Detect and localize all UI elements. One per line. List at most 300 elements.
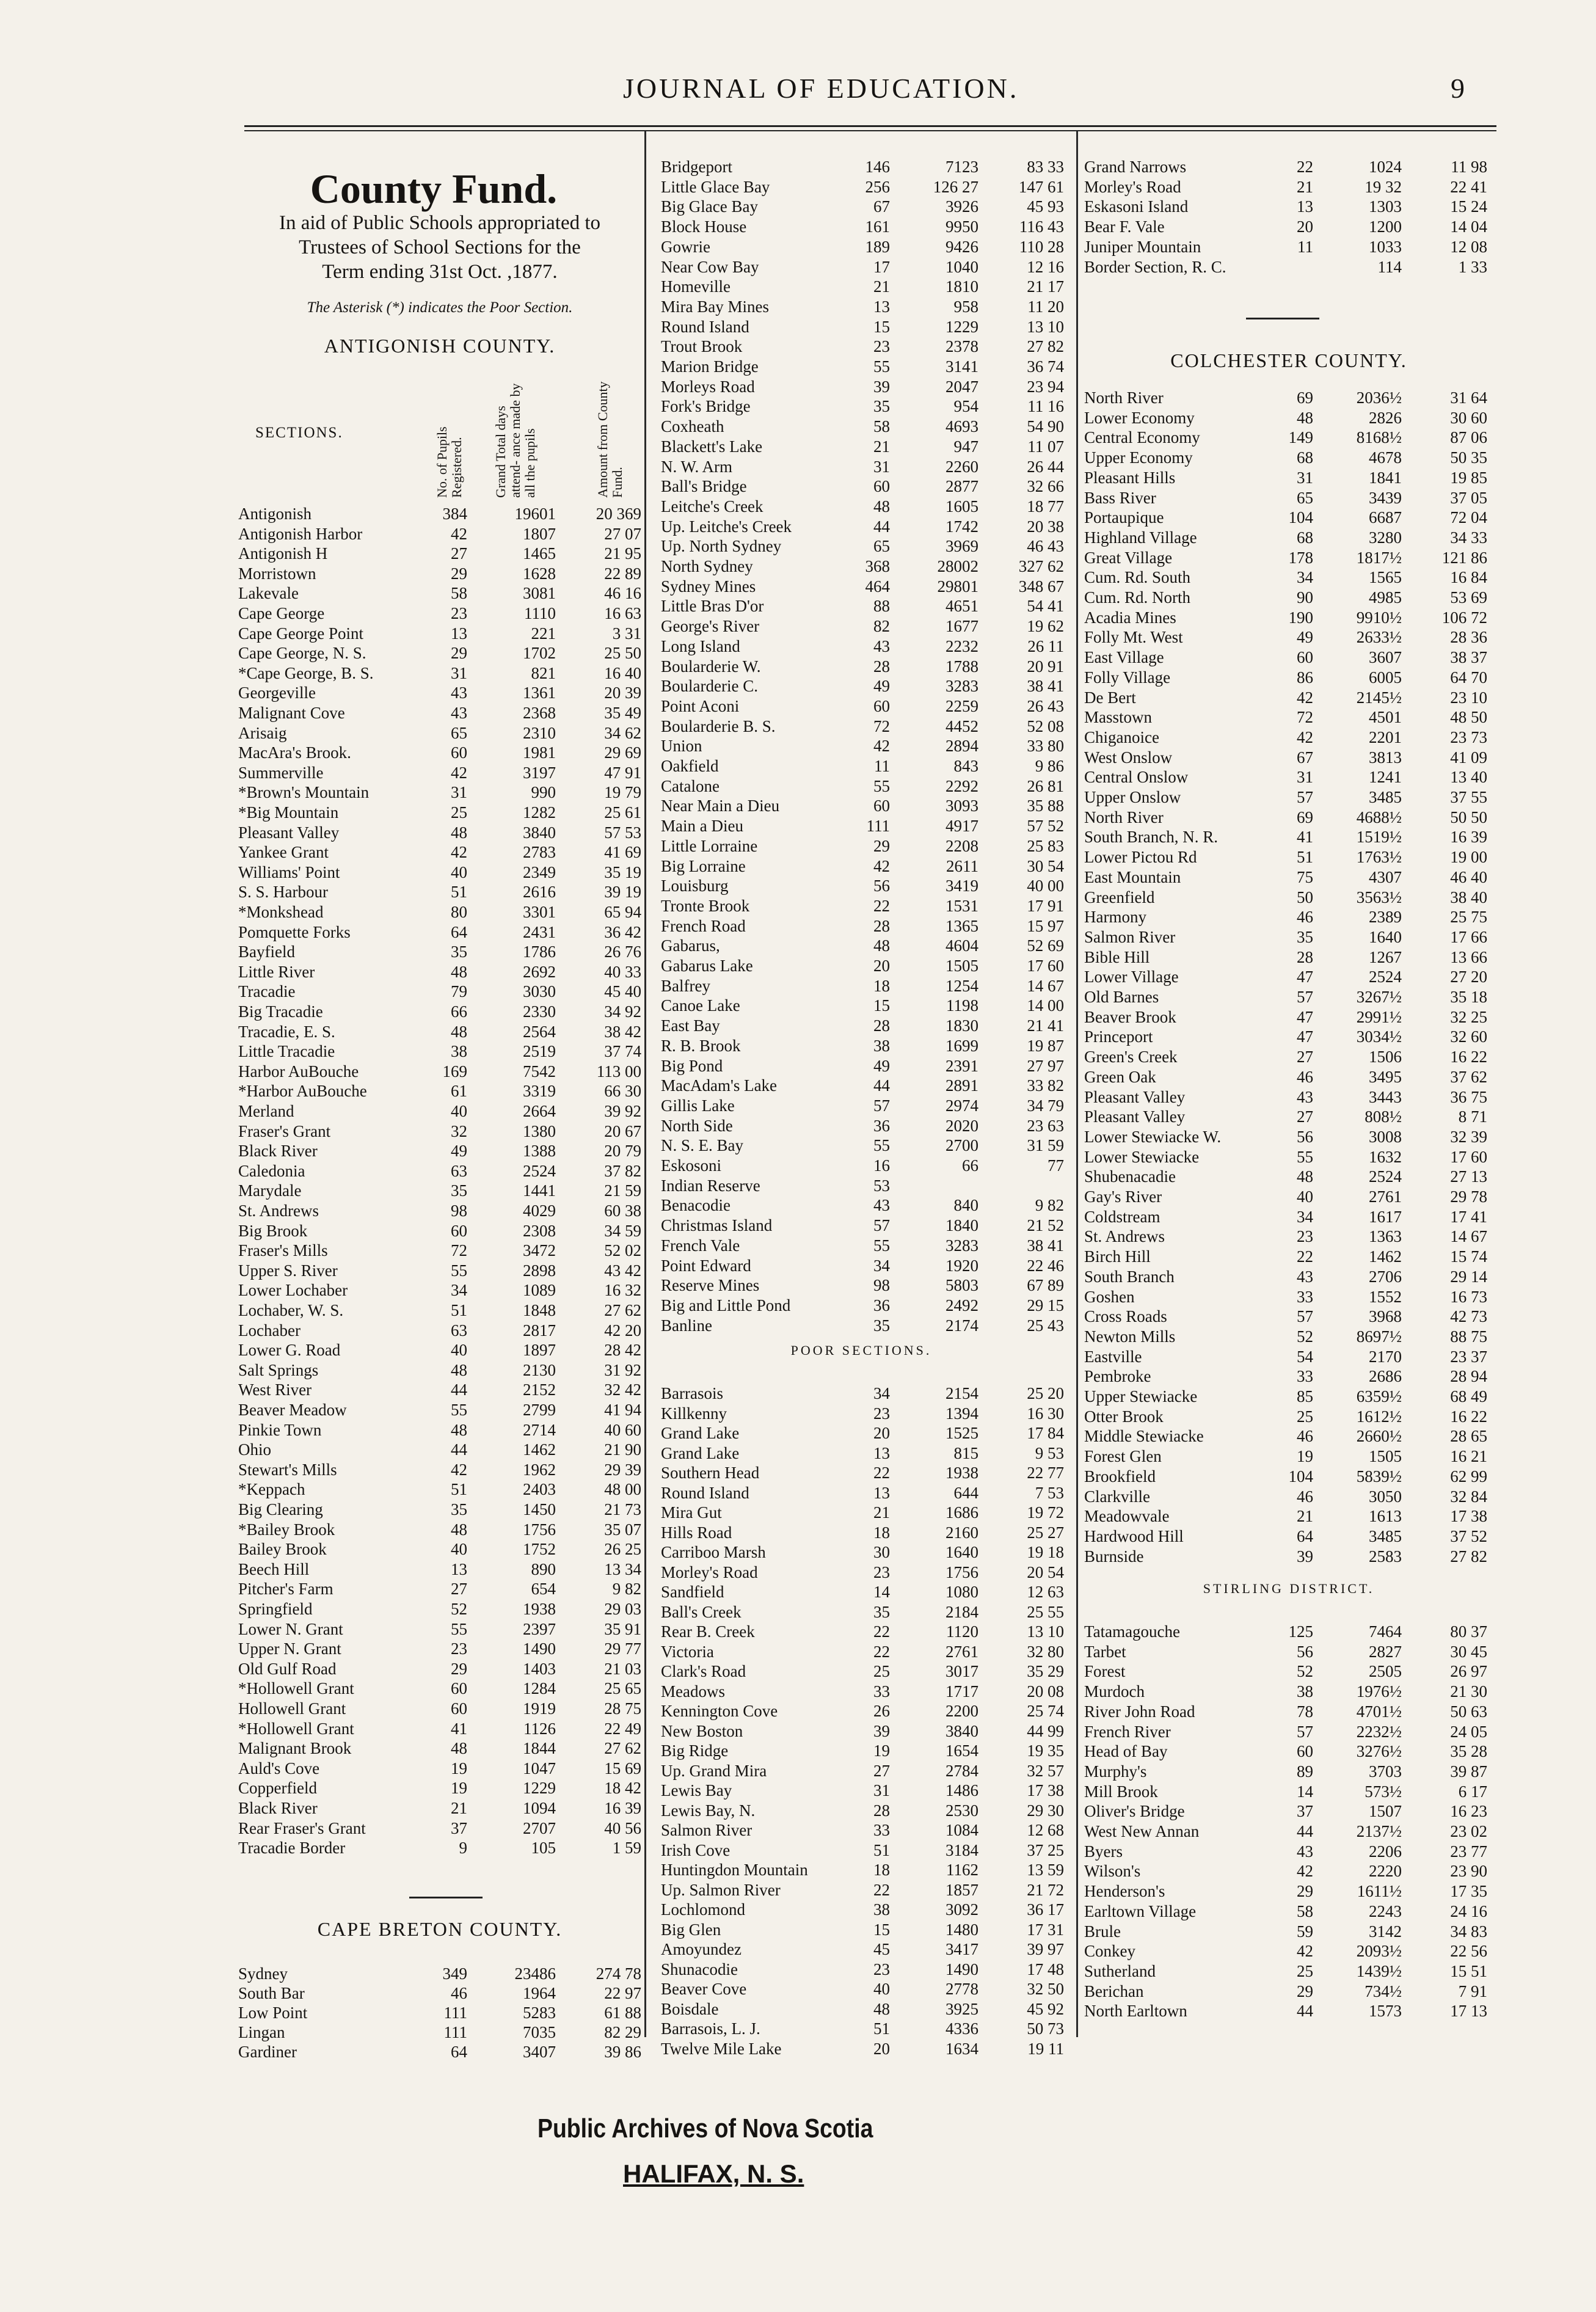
section-name: N. W. Arm	[661, 457, 733, 476]
attendance-total: 23486	[514, 1964, 556, 1983]
fund-amount: 20 54	[1027, 1563, 1064, 1581]
section-name: St. Andrews	[238, 1202, 319, 1220]
attendance-total: 4688½	[1356, 808, 1402, 826]
fund-amount: 62 99	[1450, 1467, 1487, 1486]
fund-amount: 29 39	[604, 1460, 641, 1479]
section-name: Salmon River	[1084, 927, 1176, 946]
pupils-count: 43	[451, 704, 467, 722]
pupils-count: 48	[451, 962, 467, 981]
table-row	[238, 1022, 641, 1041]
fund-amount: 25 65	[604, 1679, 641, 1698]
pupils-count: 42	[1297, 1942, 1313, 1961]
section-name: Pleasant Valley	[238, 823, 340, 842]
section-name: Hills Road	[661, 1523, 732, 1542]
fund-amount: 31 92	[604, 1360, 641, 1379]
attendance-total: 1394	[946, 1404, 978, 1423]
fund-amount: 23 10	[1450, 688, 1487, 707]
attendance-total: 8697½	[1356, 1327, 1402, 1346]
pupils-count: 37	[1297, 1802, 1313, 1821]
fund-amount: 17 35	[1450, 1882, 1487, 1901]
fund-amount: 72 04	[1450, 508, 1487, 527]
table-row	[661, 936, 1070, 955]
section-name: Masstown	[1084, 708, 1153, 727]
table-row	[238, 1699, 641, 1718]
section-name: North River	[1084, 388, 1164, 407]
pupils-count: 44	[1297, 2002, 1313, 2021]
attendance-total: 4917	[946, 817, 978, 836]
fund-amount: 33 80	[1027, 737, 1064, 756]
pupils-count: 55	[873, 357, 890, 376]
pupils-count: 13	[873, 1443, 890, 1462]
table-row	[238, 1964, 641, 1983]
section-name: North Earltown	[1084, 2002, 1187, 2021]
pupils-count: 39	[873, 1721, 890, 1740]
table-row	[238, 1602, 641, 1616]
fund-amount: 274 78	[596, 1964, 641, 1983]
pupils-count: 146	[865, 158, 890, 176]
colchester-county-title: COLCHESTER COUNTY.	[1170, 349, 1407, 371]
fund-amount: 16 32	[604, 1281, 641, 1300]
fund-amount: 11 20	[1027, 297, 1064, 316]
table-row	[661, 397, 1070, 416]
attendance-total: 1361	[523, 684, 556, 702]
pupils-count: 51	[451, 1480, 467, 1499]
section-name: Morleys Road	[661, 377, 755, 396]
table-row	[238, 783, 641, 802]
table-row	[661, 1176, 1070, 1195]
fund-amount: 17 66	[1450, 927, 1487, 946]
attendance-total: 2349	[523, 862, 556, 881]
table-row	[238, 1202, 641, 1220]
attendance-total: 3276½	[1356, 1742, 1402, 1761]
fund-amount: 26 43	[1027, 696, 1064, 715]
table-row	[1084, 1387, 1493, 1406]
pupils-count: 22	[873, 1880, 890, 1899]
fund-amount: 54 90	[1027, 417, 1064, 436]
pupils-count: 41	[1297, 828, 1313, 847]
fund-amount: 20 38	[1027, 517, 1064, 536]
table-row	[1084, 1682, 1493, 1701]
section-name: Green's Creek	[1084, 1048, 1178, 1067]
attendance-total: 1612½	[1356, 1407, 1402, 1426]
fund-amount: 88 75	[1450, 1327, 1487, 1346]
section-name: Lower Pictou Rd	[1084, 848, 1197, 867]
fund-amount: 16 39	[1450, 828, 1487, 847]
section-name: Sandfield	[661, 1583, 724, 1601]
fund-amount: 50 35	[1450, 448, 1487, 467]
fund-amount: 17 31	[1027, 1920, 1064, 1939]
attendance-total: 2564	[523, 1022, 556, 1041]
section-name: Barrasois, L. J.	[661, 2019, 760, 2038]
fund-amount: 106 72	[1441, 608, 1487, 627]
attendance-total: 1756	[523, 1520, 556, 1539]
attendance-total: 28002	[937, 557, 978, 575]
fund-amount: 11 16	[1027, 397, 1064, 416]
section-name: Lower N. Grant	[238, 1619, 343, 1638]
table-row	[1084, 1447, 1493, 1466]
table-row	[1084, 488, 1493, 507]
table-row	[238, 1639, 641, 1658]
fund-amount: 48 50	[1450, 708, 1487, 727]
fund-amount: 16 30	[1027, 1404, 1064, 1423]
section-name: Block House	[661, 217, 747, 236]
fund-amount: 1 33	[1458, 257, 1487, 276]
table-row	[661, 277, 1070, 296]
pupils-count: 23	[873, 1563, 890, 1581]
table-row	[661, 1136, 1070, 1155]
table-row	[661, 597, 1070, 616]
pupils-count: 35	[451, 1500, 467, 1519]
attendance-total: 3472	[523, 1241, 556, 1260]
attendance-total: 1126	[523, 1719, 556, 1738]
fund-amount: 17 13	[1450, 2002, 1487, 2021]
section-name: Twelve Mile Lake	[661, 2039, 782, 2058]
fund-amount: 45 40	[604, 982, 641, 1001]
fund-amount: 16 39	[604, 1799, 641, 1817]
pupils-count: 42	[1297, 1862, 1313, 1881]
section-name: Malignant Brook	[238, 1739, 352, 1758]
table-row	[238, 1321, 641, 1340]
attendance-total: 1976½	[1356, 1682, 1402, 1701]
table-row	[1084, 1347, 1493, 1366]
table-row	[661, 517, 1070, 536]
pupils-count: 42	[451, 524, 467, 543]
table-row	[1084, 468, 1493, 487]
pupils-count: 21	[873, 277, 890, 296]
fund-amount: 27 07	[604, 524, 641, 543]
attendance-total: 1628	[523, 564, 556, 583]
section-name: West New Annan	[1084, 1822, 1200, 1840]
section-name: Shubenacadie	[1084, 1167, 1176, 1186]
pupils-count: 78	[1297, 1702, 1313, 1721]
fund-amount: 34 83	[1450, 1922, 1487, 1941]
section-name: Boularderie W.	[661, 657, 761, 676]
attendance-total: 3017	[946, 1662, 978, 1680]
attendance-total: 3563½	[1356, 888, 1402, 906]
pupils-count: 58	[1297, 1902, 1313, 1920]
attendance-total: 2047	[946, 377, 978, 396]
pupils-count: 72	[451, 1241, 467, 1260]
section-name: Lower Village	[1084, 968, 1179, 986]
section-name: South Branch	[1084, 1267, 1175, 1286]
fund-amount: 34 79	[1027, 1096, 1064, 1115]
table-row	[661, 477, 1070, 496]
section-name: Salt Springs	[238, 1360, 319, 1379]
attendance-total: 6687	[1369, 508, 1402, 527]
attendance-total: 4307	[1369, 867, 1402, 886]
fund-amount: 13 66	[1450, 947, 1487, 966]
table-row	[661, 1523, 1070, 1542]
section-name: Greenfield	[1084, 888, 1155, 906]
section-name: Carriboo Marsh	[661, 1543, 766, 1561]
fund-amount: 22 41	[1450, 177, 1487, 196]
attendance-total: 2208	[946, 836, 978, 855]
table-row	[661, 1426, 1070, 1440]
pupils-count: 42	[451, 843, 467, 862]
table-row	[238, 1261, 641, 1280]
section-name: Forest	[1084, 1662, 1126, 1681]
section-name: Merland	[238, 1102, 294, 1120]
fund-amount: 38 41	[1027, 677, 1064, 696]
table-row	[238, 1986, 641, 2000]
pupils-count: 31	[873, 1781, 890, 1800]
fund-amount: 12 08	[1450, 237, 1487, 256]
attendance-total: 1640	[1369, 927, 1402, 946]
attendance-total: 947	[953, 437, 978, 456]
pupils-count: 189	[865, 237, 890, 256]
pupils-count: 43	[1297, 1842, 1313, 1861]
table-row	[661, 1704, 1070, 1718]
pupils-count: 20	[873, 2039, 890, 2058]
fund-amount: 13 40	[1450, 768, 1487, 787]
fund-amount: 30 54	[1027, 856, 1064, 875]
county-fund-intro	[232, 211, 647, 284]
table-row	[238, 962, 641, 981]
section-name: *Bailey Brook	[238, 1520, 335, 1539]
attendance-total: 3813	[1369, 748, 1402, 767]
table-row	[661, 577, 1070, 596]
fund-amount: 27 20	[1450, 968, 1487, 986]
section-name: Summerville	[238, 763, 324, 782]
attendance-total: 4336	[946, 2019, 978, 2038]
section-name: Chiganoice	[1084, 728, 1159, 746]
section-name: Caledonia	[238, 1161, 305, 1180]
fund-amount: 23 90	[1450, 1862, 1487, 1881]
pupils-count: 34	[873, 1256, 890, 1275]
table-row	[238, 723, 641, 742]
attendance-total: 9910½	[1356, 608, 1402, 627]
table-row	[1084, 448, 1493, 467]
section-name: Forest Glen	[1084, 1447, 1162, 1466]
pupils-count: 52	[1297, 1662, 1313, 1681]
pupils-count: 104	[1288, 508, 1313, 527]
table-row	[1084, 927, 1493, 946]
attendance-total: 2894	[946, 737, 978, 756]
fund-amount: 45 92	[1027, 1999, 1064, 2018]
section-name: Rear B. Creek	[661, 1622, 755, 1641]
pupils-count: 34	[1297, 1207, 1313, 1226]
pupils-count: 60	[1297, 1742, 1313, 1761]
table-row	[1084, 1547, 1493, 1566]
table-row	[238, 1440, 641, 1459]
attendance-total: 4701½	[1356, 1702, 1402, 1721]
section-name: Byers	[1084, 1842, 1123, 1861]
section-name: Gabarus Lake	[661, 957, 753, 975]
attendance-total: 1830	[946, 1016, 978, 1035]
pupils-count: 13	[873, 1483, 890, 1502]
fund-amount: 22 77	[1027, 1464, 1064, 1482]
fund-amount: 35 19	[604, 862, 641, 881]
section-name: Pleasant Valley	[1084, 1087, 1186, 1106]
fund-amount: 37 55	[1450, 788, 1487, 806]
fund-amount: 19 87	[1027, 1036, 1064, 1055]
section-name: Bailey Brook	[238, 1540, 327, 1559]
attendance-total: 1920	[946, 1256, 978, 1275]
section-name: Newton Mills	[1084, 1327, 1176, 1346]
attendance-total: 3081	[523, 584, 556, 603]
table-row	[238, 1082, 641, 1101]
attendance-total: 1267	[1369, 947, 1402, 966]
table-row	[238, 1580, 641, 1599]
pupils-count: 31	[1297, 768, 1313, 787]
fund-amount: 37 52	[1450, 1526, 1487, 1545]
table-row	[1084, 528, 1493, 547]
pupils-count: 464	[865, 577, 890, 596]
section-name: Berichan	[1084, 1982, 1144, 2000]
pupils-count: 15	[873, 996, 890, 1015]
pupils-count: 42	[1297, 728, 1313, 746]
attendance-total: 3407	[523, 2043, 556, 2061]
fund-amount: 14 67	[1450, 1227, 1487, 1246]
pupils-count: 43	[873, 636, 890, 655]
fund-amount: 27 62	[604, 1301, 641, 1319]
attendance-total: 9426	[946, 237, 978, 256]
section-name: Auld's Cove	[238, 1759, 320, 1778]
fund-amount: 35 49	[604, 704, 641, 722]
table-row	[238, 604, 641, 622]
attendance-total: 3925	[946, 1999, 978, 2018]
fund-amount: 28 42	[604, 1341, 641, 1360]
table-row	[661, 737, 1070, 756]
county-fund-title: County Fund.	[310, 166, 558, 212]
pupils-count: 65	[451, 723, 467, 742]
pupils-count: 36	[873, 1296, 890, 1315]
pupils-count: 35	[873, 397, 890, 416]
pupils-count: 42	[873, 737, 890, 756]
table-row	[1084, 2002, 1493, 2021]
attendance-total: 2891	[946, 1076, 978, 1095]
attendance-total: 2524	[1369, 968, 1402, 986]
attendance-total: 2783	[523, 843, 556, 862]
attendance-total: 2524	[1369, 1167, 1402, 1186]
fund-amount: 19 85	[1450, 468, 1487, 487]
pupils-count: 28	[873, 916, 890, 935]
pupils-count: 46	[1297, 1487, 1313, 1506]
archive-stamp-line-1: Public Archives of Nova Scotia	[537, 2113, 873, 2143]
section-name: N. S. E. Bay	[661, 1136, 743, 1155]
section-name: S. S. Harbour	[238, 883, 328, 902]
fund-amount: 12 16	[1027, 257, 1064, 276]
pupils-count: 21	[873, 1503, 890, 1522]
attendance-total: 29801	[937, 577, 978, 596]
section-name: Stewart's Mills	[238, 1460, 337, 1479]
pupils-count: 60	[451, 1221, 467, 1240]
table-row	[1084, 1048, 1493, 1067]
asterisk-note: The Asterisk (*) indicates the Poor Section.	[307, 299, 573, 316]
table-row	[1084, 197, 1493, 216]
section-name: Big Brook	[238, 1221, 308, 1240]
attendance-total: 2292	[946, 776, 978, 795]
attendance-total: 3283	[946, 677, 978, 696]
pupils-count: 63	[451, 1321, 467, 1340]
fund-amount: 52 69	[1027, 936, 1064, 955]
section-name: Lower Economy	[1084, 408, 1195, 427]
table-row	[1084, 908, 1493, 927]
table-row	[238, 1420, 641, 1439]
section-name: Gillis Lake	[661, 1096, 735, 1115]
section-name: West Onslow	[1084, 748, 1173, 767]
table-row	[1084, 688, 1493, 707]
table-row	[238, 2045, 641, 2059]
section-name: Bible Hill	[1084, 947, 1150, 966]
table-row	[238, 1520, 641, 1539]
table-row	[238, 2004, 641, 2022]
table-row	[661, 1880, 1070, 1899]
section-name: Princeport	[1084, 1027, 1153, 1046]
table-row	[1084, 237, 1493, 256]
table-row	[1084, 888, 1493, 906]
table-row	[238, 684, 641, 702]
attendance-total: 3485	[1369, 1526, 1402, 1545]
section-name: South Bar	[238, 1984, 305, 2002]
pupils-count: 34	[873, 1384, 890, 1402]
pupils-count: 51	[451, 883, 467, 902]
pupils-count: 56	[873, 877, 890, 895]
table-row	[661, 1721, 1070, 1740]
section-name: *Monkshead	[238, 903, 324, 921]
attendance-total: 1632	[1369, 1147, 1402, 1166]
attendance-total: 1962	[523, 1460, 556, 1479]
table-row	[1084, 1247, 1493, 1266]
attendance-total: 1654	[946, 1741, 978, 1760]
pupils-count: 51	[873, 1840, 890, 1859]
fund-amount: 9 82	[612, 1580, 641, 1599]
section-name: French Vale	[661, 1236, 740, 1255]
attendance-total: 1756	[946, 1563, 978, 1581]
attendance-total: 4693	[946, 417, 978, 436]
attendance-total: 2784	[946, 1761, 978, 1780]
table-row	[661, 1999, 1070, 2018]
pupils-count: 42	[873, 856, 890, 875]
table-row	[238, 1221, 641, 1240]
fund-amount: 57 53	[604, 823, 641, 842]
attendance-total: 221	[531, 624, 556, 643]
pupils-count: 45	[873, 1940, 890, 1958]
fund-amount: 11 98	[1451, 158, 1487, 176]
fund-amount: 32 84	[1450, 1487, 1487, 1506]
section-name: Boularderie B. S.	[661, 717, 776, 735]
pupils-count: 31	[451, 663, 467, 682]
fund-amount: 13 34	[604, 1559, 641, 1578]
pupils-count: 28	[873, 1801, 890, 1820]
pupils-count: 33	[873, 1682, 890, 1701]
pupils-count: 31	[1297, 468, 1313, 487]
table-row	[1084, 1027, 1493, 1046]
section-name: Big Lorraine	[661, 856, 746, 875]
pupils-count: 125	[1288, 1622, 1313, 1641]
table-row	[1084, 177, 1493, 196]
pupils-count: 89	[1297, 1762, 1313, 1781]
fund-amount: 19 18	[1027, 1543, 1064, 1561]
fund-amount: 28 65	[1450, 1427, 1487, 1446]
table-row	[1084, 1287, 1493, 1306]
section-name: Pleasant Hills	[1084, 468, 1176, 487]
section-name: Indian Reserve	[661, 1176, 760, 1195]
fund-amount: 3 31	[612, 624, 641, 643]
table-row	[1084, 217, 1493, 236]
fund-amount: 32 25	[1450, 1007, 1487, 1026]
attendance-total: 1462	[1369, 1247, 1402, 1266]
section-name: Lewis Bay, N.	[661, 1801, 756, 1820]
attendance-total: 2492	[946, 1296, 978, 1315]
table-row	[238, 624, 641, 643]
pupils-count: 52	[451, 1600, 467, 1618]
attendance-total: 4604	[946, 936, 978, 955]
attendance-total: 2201	[1369, 728, 1402, 746]
section-name: Lingan	[238, 2023, 285, 2041]
fund-amount: 16 73	[1450, 1287, 1487, 1306]
attendance-total: 114	[1377, 257, 1402, 276]
